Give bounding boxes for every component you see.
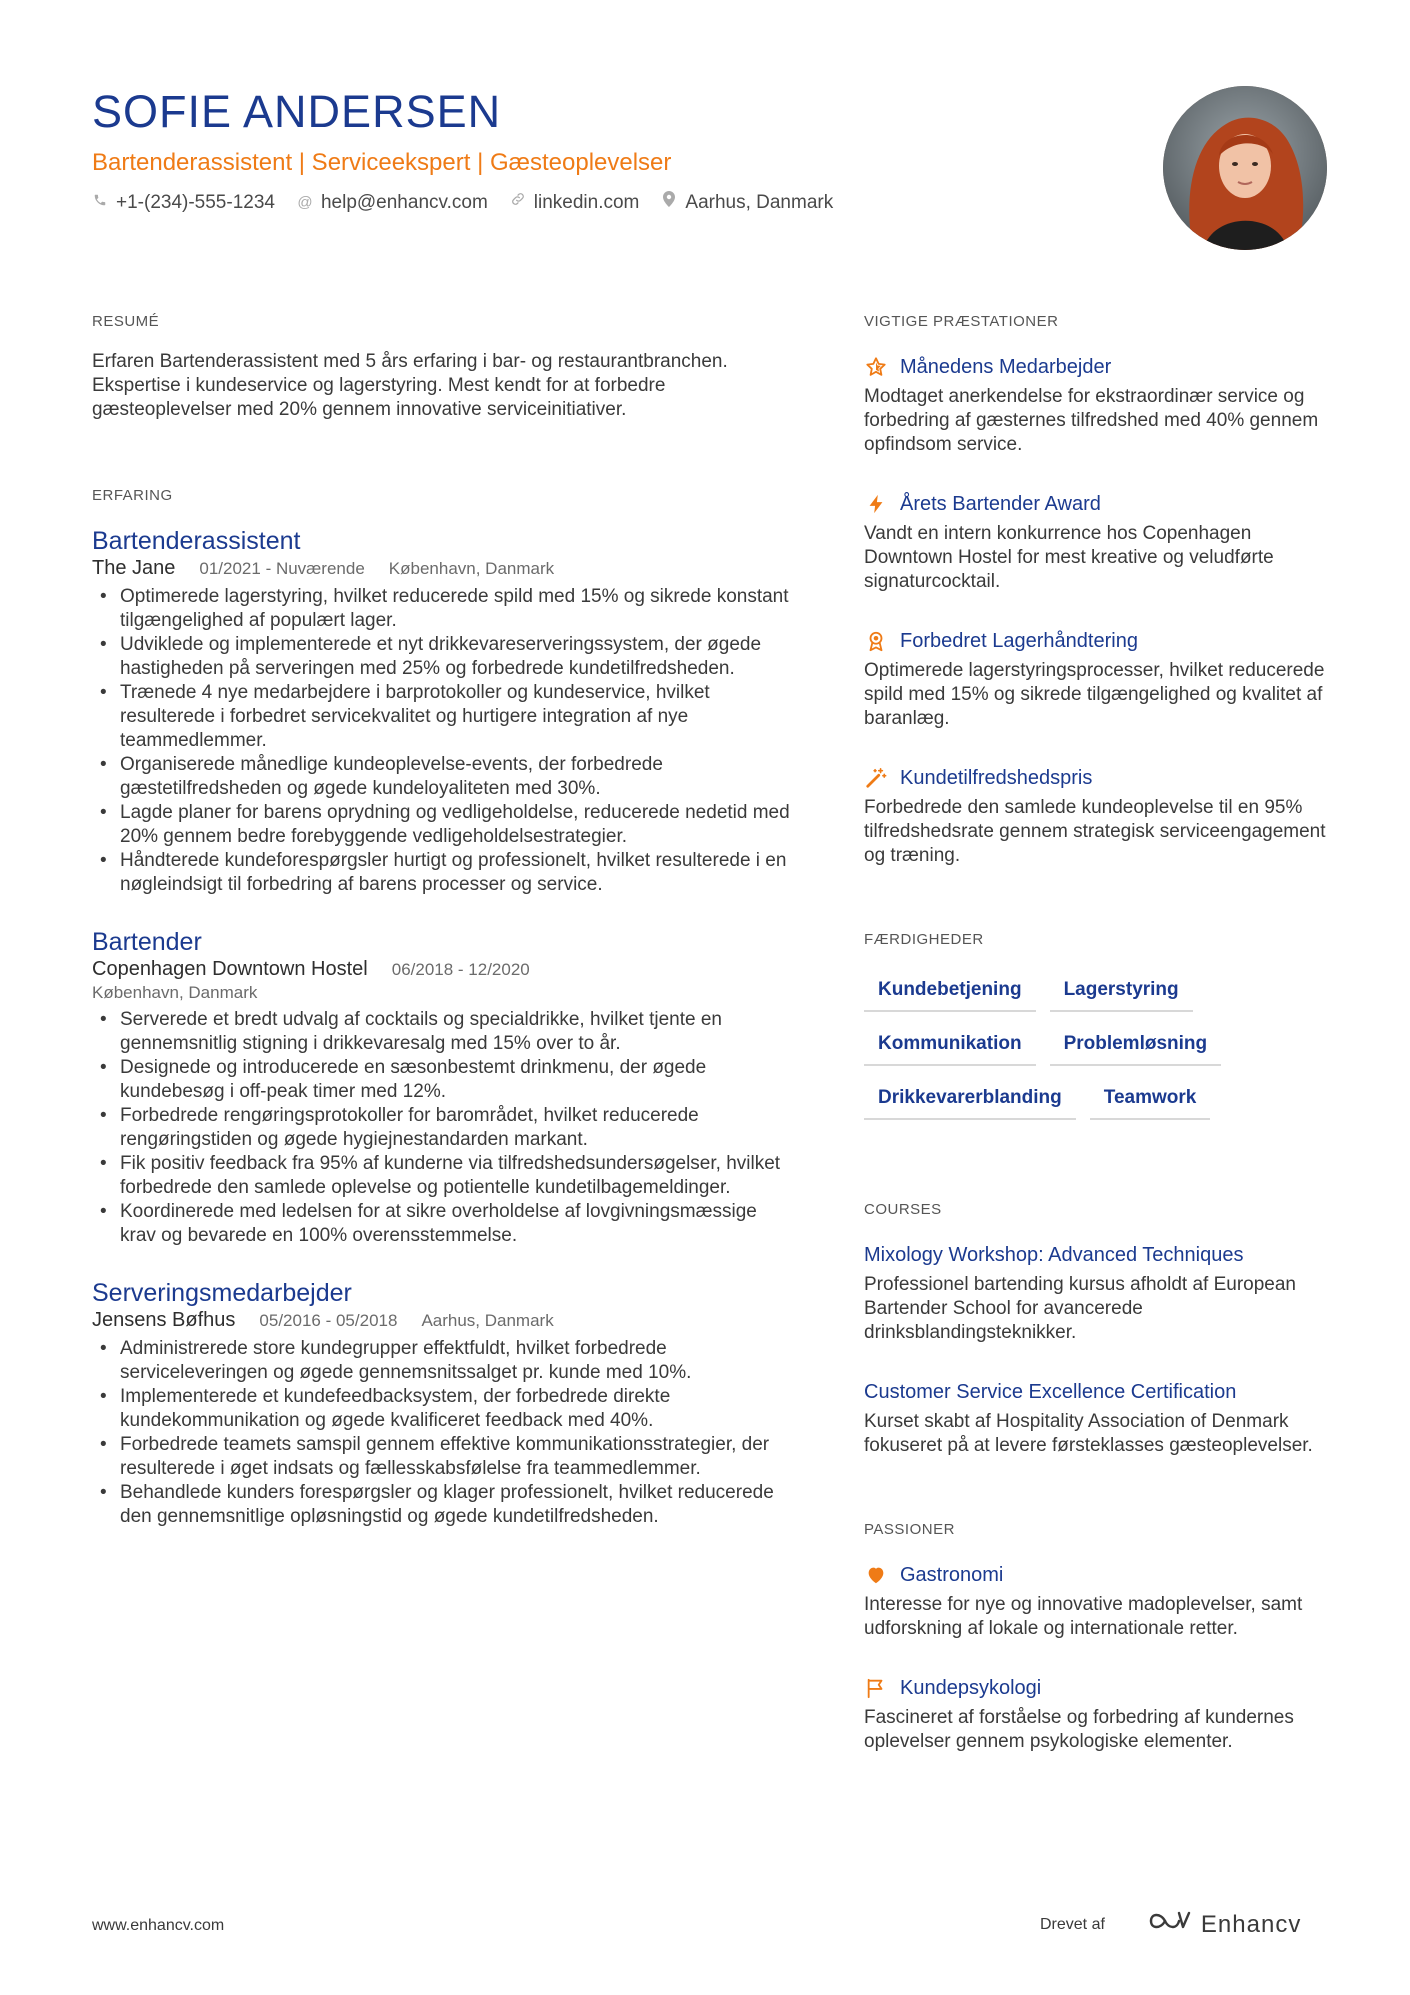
passion-description: Interesse for nye og innovative madoplevelser, samt udforskning af lokale og internationale retter.	[864, 1594, 1303, 1639]
bullet-item: • Implementerede et kundefeedbacksystem, der forbedrede direkte kundekommunikation og øgede kvalificeret feedback med 40%.	[92, 1385, 792, 1433]
bullet-item: • Koordinerede med ledelsen for at sikre overholdelse af lovgivningsmæssige krav og bevarede en 100% overensstemmelse.	[92, 1200, 792, 1248]
skill-tag: Kommunikation	[864, 1026, 1036, 1066]
course-item	[864, 1379, 1334, 1458]
contact-email[interactable]	[297, 190, 488, 216]
bullet-item: • Administrerede store kundegrupper effektfuldt, hvilket forbedrede serviceleveringen og øgede gennemsnitssalget pr. kunde med 10%.	[92, 1337, 792, 1385]
passions-heading: PASSIONER	[864, 1521, 955, 1538]
skill-tag: Problemløsning	[1050, 1026, 1222, 1066]
phone-icon	[92, 190, 108, 216]
job-dates: 01/2021 - Nuværende	[199, 559, 365, 578]
right-column	[864, 312, 1334, 1754]
job-meta	[92, 1308, 792, 1333]
location-pin-icon	[661, 190, 677, 216]
bullet-item: • Forbedrede teamets samspil gennem effektive kommunikationsstrategier, der resulterede i øget indsats og fællesskabsfølelse fra teammedlemmer.	[92, 1433, 792, 1481]
left-column	[92, 312, 792, 1529]
bullet-item: • Trænede 4 nye medarbejdere i barprotokoller og kundeservice, hvilket resulterede i forbedret servicekvalitet og hurtigere integration af nye teammedlemmer.	[92, 681, 792, 753]
skills-list	[864, 972, 1284, 1120]
footer-branding	[1040, 1908, 1301, 1941]
brand-logo[interactable]	[1147, 1908, 1301, 1941]
bullet-item: • Fik positiv feedback fra 95% af kunderne via tilfredshedsundersøgelser, hvilket forbedrede den samlede oplevelse og potientelle kundetilbagemeldinger.	[92, 1152, 792, 1200]
job-location: København, Danmark	[92, 983, 258, 1002]
achievement-description: Vandt en intern konkurrence hos Copenhagen Downtown Hostel for mest kreative og veludførte signaturcocktail.	[864, 523, 1274, 592]
achievement-title: Forbedret Lagerhåndtering	[900, 630, 1138, 652]
email-address[interactable]: help@enhancv.com	[320, 192, 488, 213]
course-description: Professionel bartending kursus afholdt af European Bartender School for avancerede drinksblandingsteknikker.	[864, 1274, 1296, 1343]
contact-location	[661, 190, 833, 216]
heart-icon	[864, 1563, 888, 1587]
link-icon	[510, 190, 526, 216]
achievement-description: Optimerede lagerstyringsprocesser, hvilket reducerede spild med 15% og sikrede tilgængelighed og kvalitet af baranlæg.	[864, 660, 1325, 729]
job-dates: 06/2018 - 12/2020	[391, 960, 530, 979]
profile-photo	[1163, 86, 1327, 250]
course-description: Kurset skabt af Hospitality Association of Denmark fokuseret på at levere førsteklasses gæsteoplevelser.	[864, 1411, 1313, 1456]
passion-description: Fascineret af forståelse og forbedring af kundernes oplevelser gennem psykologiske elementer.	[864, 1707, 1294, 1752]
brand-name: Enhancv	[1200, 1910, 1302, 1938]
bullet-item: • Forbedrede rengøringsprotokoller for barområdet, hvilket reducerede rengøringstiden og øgede hygiejnestandarden markant.	[92, 1104, 792, 1152]
job-location: Aarhus, Danmark	[421, 1311, 554, 1330]
job-entry	[92, 526, 792, 897]
passion-title: Kundepsykologi	[900, 1677, 1042, 1699]
candidate-name: SOFIE ANDERSEN	[92, 86, 502, 137]
job-bullets	[92, 1337, 792, 1529]
tagline: Bartenderassistent | Serviceekspert | Gæsteoplevelser	[92, 149, 672, 176]
passion-item	[864, 1675, 1334, 1754]
footer-website[interactable]: www.enhancv.com	[92, 1917, 225, 1934]
bullet-item: • Lagde planer for barens oprydning og vedligeholdelse, reducerede nedetid med 20% gennem bedre forebyggende vedligeholdelsestrategier.	[92, 801, 792, 849]
passion-title: Gastronomi	[900, 1564, 1004, 1586]
achievement-title: Årets Bartender Award	[900, 493, 1101, 515]
job-meta	[92, 556, 792, 581]
summary-text: Erfaren Bartenderassistent med 5 års erfaring i bar- og restaurantbranchen. Ekspertise i kundeservice og lagerstyring. Mest kendt for at forbedre gæsteoplevelser med 20% gennem innovative serviceinitiativer.	[92, 351, 728, 420]
course-title: Customer Service Excellence Certification	[864, 1381, 1237, 1403]
job-bullets	[92, 1008, 792, 1248]
job-title: Bartenderassistent	[92, 527, 301, 555]
company-name: Copenhagen Downtown Hostel	[92, 958, 368, 980]
skill-tag: Drikkevarerblanding	[864, 1080, 1076, 1120]
skill-tag: Kundebetjening	[864, 972, 1036, 1012]
at-icon: @	[297, 194, 313, 211]
job-entry	[92, 1278, 792, 1529]
magic-wand-icon	[864, 766, 888, 790]
contact-row	[92, 190, 1152, 216]
job-entry	[92, 927, 792, 1248]
job-title: Bartender	[92, 928, 202, 956]
company-name: Jensens Bøfhus	[92, 1309, 236, 1331]
achievement-item	[864, 354, 1334, 457]
phone-number: +1-(234)-555-1234	[116, 192, 275, 213]
bullet-item: • Udviklede og implementerede et nyt drikkevareserveringssystem, der øgede hastigheden på serveringen med 25% og forbedrede kundetilfredsheden.	[92, 633, 792, 681]
contact-phone	[92, 190, 275, 216]
job-dates: 05/2016 - 05/2018	[259, 1311, 398, 1330]
flag-icon	[864, 1676, 888, 1700]
experience-heading: ERFARING	[92, 487, 173, 504]
lightning-icon	[864, 492, 888, 516]
achievement-description: Forbedrede den samlede kundeoplevelse til en 95% tilfredshedsrate gennem strategisk serviceengagement og træning.	[864, 797, 1326, 866]
star-icon	[864, 355, 888, 379]
job-meta	[92, 957, 792, 982]
achievement-item	[864, 491, 1334, 594]
powered-by-label: Drevet af	[1040, 1915, 1105, 1933]
contact-linkedin[interactable]	[510, 190, 640, 216]
achievement-item	[864, 765, 1334, 868]
achievement-title: Månedens Medarbejder	[900, 356, 1112, 378]
bullet-item: • Serverede et bredt udvalg af cocktails og specialdrikke, hvilket tjente en gennemsnitlig stigning i drikkevaresalg med 15% over to år.	[92, 1008, 792, 1056]
location-text: Aarhus, Danmark	[685, 192, 834, 213]
company-name: The Jane	[92, 557, 176, 579]
courses-heading: COURSES	[864, 1201, 942, 1218]
passion-item	[864, 1562, 1334, 1641]
course-item	[864, 1242, 1334, 1345]
linkedin-link[interactable]: linkedin.com	[533, 192, 640, 213]
course-title: Mixology Workshop: Advanced Techniques	[864, 1244, 1244, 1266]
skills-heading: FÆRDIGHEDER	[864, 931, 984, 948]
bullet-item: • Organiserede månedlige kundeoplevelse-events, der forbedrede gæstetilfredsheden og øgede kundeloyaliteten med 30%.	[92, 753, 792, 801]
medal-icon	[864, 629, 888, 653]
header	[92, 84, 1152, 216]
achievement-title: Kundetilfredshedspris	[900, 767, 1093, 789]
bullet-item: • Optimerede lagerstyring, hvilket reducerede spild med 15% og sikrede konstant tilgængelighed af populært lager.	[92, 585, 792, 633]
achievement-description: Modtaget anerkendelse for ekstraordinær service og forbedring af gæsternes tilfredshed med 40% gennem opfindsom service.	[864, 386, 1319, 455]
bullet-item: • Designede og introducerede en sæsonbestemt drinkmenu, der øgede kundebesøg i off-peak timer med 12%.	[92, 1056, 792, 1104]
skill-tag: Teamwork	[1090, 1080, 1211, 1120]
job-location: København, Danmark	[388, 559, 555, 578]
achievements-heading: VIGTIGE PRÆSTATIONER	[864, 313, 1059, 330]
job-title: Serveringsmedarbejder	[92, 1279, 352, 1307]
skill-tag: Lagerstyring	[1050, 972, 1193, 1012]
job-bullets	[92, 585, 792, 897]
achievement-item	[864, 628, 1334, 731]
bullet-item: • Behandlede kunders forespørgsler og klager professionelt, hvilket reducerede den gennemsnitlige opløsningstid og øgede kundetilfredsheden.	[92, 1481, 792, 1529]
bullet-item: • Håndterede kundeforespørgsler hurtigt og professionelt, hvilket resulterede i en nøgleindsigt til forbedring af barens processer og service.	[92, 849, 792, 897]
summary-heading: RESUMÉ	[92, 313, 160, 330]
enhancv-logo-icon	[1147, 1908, 1193, 1941]
